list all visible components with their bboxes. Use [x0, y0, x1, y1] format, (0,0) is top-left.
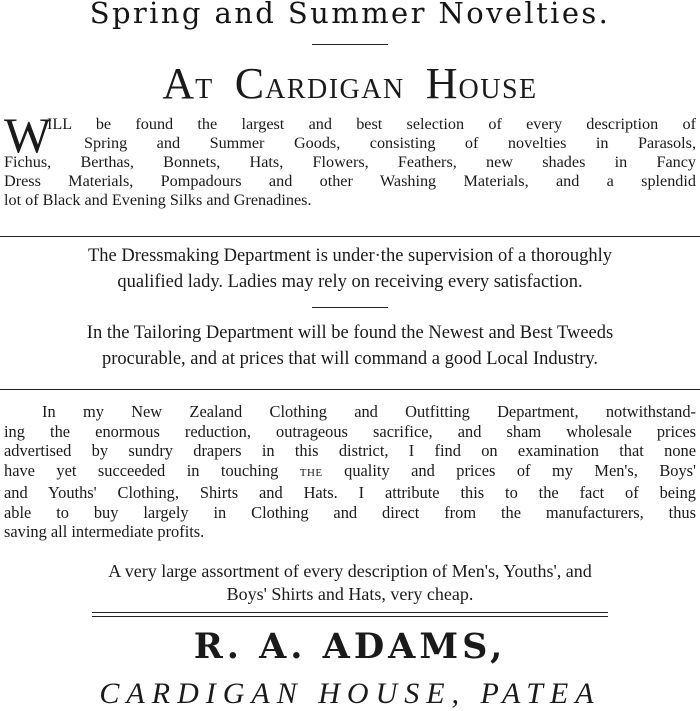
advert-title: Spring and Summer Novelties.: [89, 0, 611, 30]
clothing-line: advertised by sundry drapers in this district, I find on examination that none: [4, 441, 696, 460]
assortment-line: Boys' Shirts and Hats, very cheap.: [226, 584, 474, 604]
assortment-notice: [0, 560, 700, 606]
store-address: CARDIGAN HOUSE, PATEA: [99, 677, 601, 710]
proprietor-name: R. A. ADAMS,: [193, 626, 507, 667]
intro-line: Spring and Summer Goods, consisting of novelties in Parasols,: [84, 134, 696, 152]
intro-line: ILL be found the largest and best selection of every description of: [47, 115, 696, 133]
tailoring-line: procurable, and at prices that will command a good Local Industry.: [101, 349, 599, 369]
assortment-line: A very large assortment of every description of Men's, Youths', and: [108, 561, 592, 581]
section-divider: [0, 389, 700, 390]
footer-divider-bottom: [92, 616, 608, 617]
clothing-line: and Youths' Clothing, Shirts and Hats. I attribute this to the fact of being: [4, 483, 696, 502]
store-heading: [0, 58, 700, 109]
clothing-line-emphasis: THE: [299, 466, 323, 479]
clothing-line: In my New Zealand Clothing and Outfitting Department, notwithstand-: [42, 402, 696, 421]
clothing-line-part: quality and prices of my Men's, Boys': [344, 460, 696, 480]
store-heading-h: H: [425, 59, 459, 108]
short-divider: [312, 307, 388, 308]
store-heading-a: A: [162, 59, 196, 108]
clothing-line-part: have yet succeeded in touching: [4, 460, 279, 480]
footer-divider-top: [92, 612, 608, 613]
clothing-line: able to buy largely in Clothing and direct from the manufacturers, thus: [4, 502, 696, 522]
dressmaking-notice: [0, 243, 700, 295]
clothing-line: saving all intermediate profits.: [4, 522, 205, 541]
intro-line: lot of Black and Evening Silks and Grenadines.: [4, 191, 312, 209]
intro-line: Dress Materials, Pompadours and other Washing Materials, and a splendid: [4, 172, 696, 190]
dressmaking-line: The Dressmaking Department is under·the supervision of a thoroughly: [87, 246, 613, 266]
drop-cap: W: [4, 107, 52, 163]
title-divider: [312, 44, 388, 45]
store-heading-t: T: [195, 74, 214, 105]
intro-paragraph: [4, 107, 696, 210]
store-heading-c: C: [234, 59, 266, 108]
store-heading-ouse: OUSE: [458, 74, 538, 105]
dressmaking-line: qualified lady. Ladies may rely on receiving every satisfaction.: [117, 272, 583, 292]
store-heading-ardigan: ARDIGAN: [265, 74, 405, 105]
intro-line: Fichus, Berthas, Bonnets, Hats, Flowers, Feathers, new shades in Fancy: [4, 153, 696, 171]
tailoring-notice: [0, 320, 700, 372]
clothing-line: ing the enormous reduction, outrageous sacrifice, and sham wholesale prices: [4, 421, 696, 441]
clothing-line: [4, 461, 696, 484]
section-divider: [0, 236, 700, 237]
clothing-paragraph: [4, 402, 696, 542]
tailoring-line: In the Tailoring Department will be found the Newest and Best Tweeds: [86, 323, 614, 343]
